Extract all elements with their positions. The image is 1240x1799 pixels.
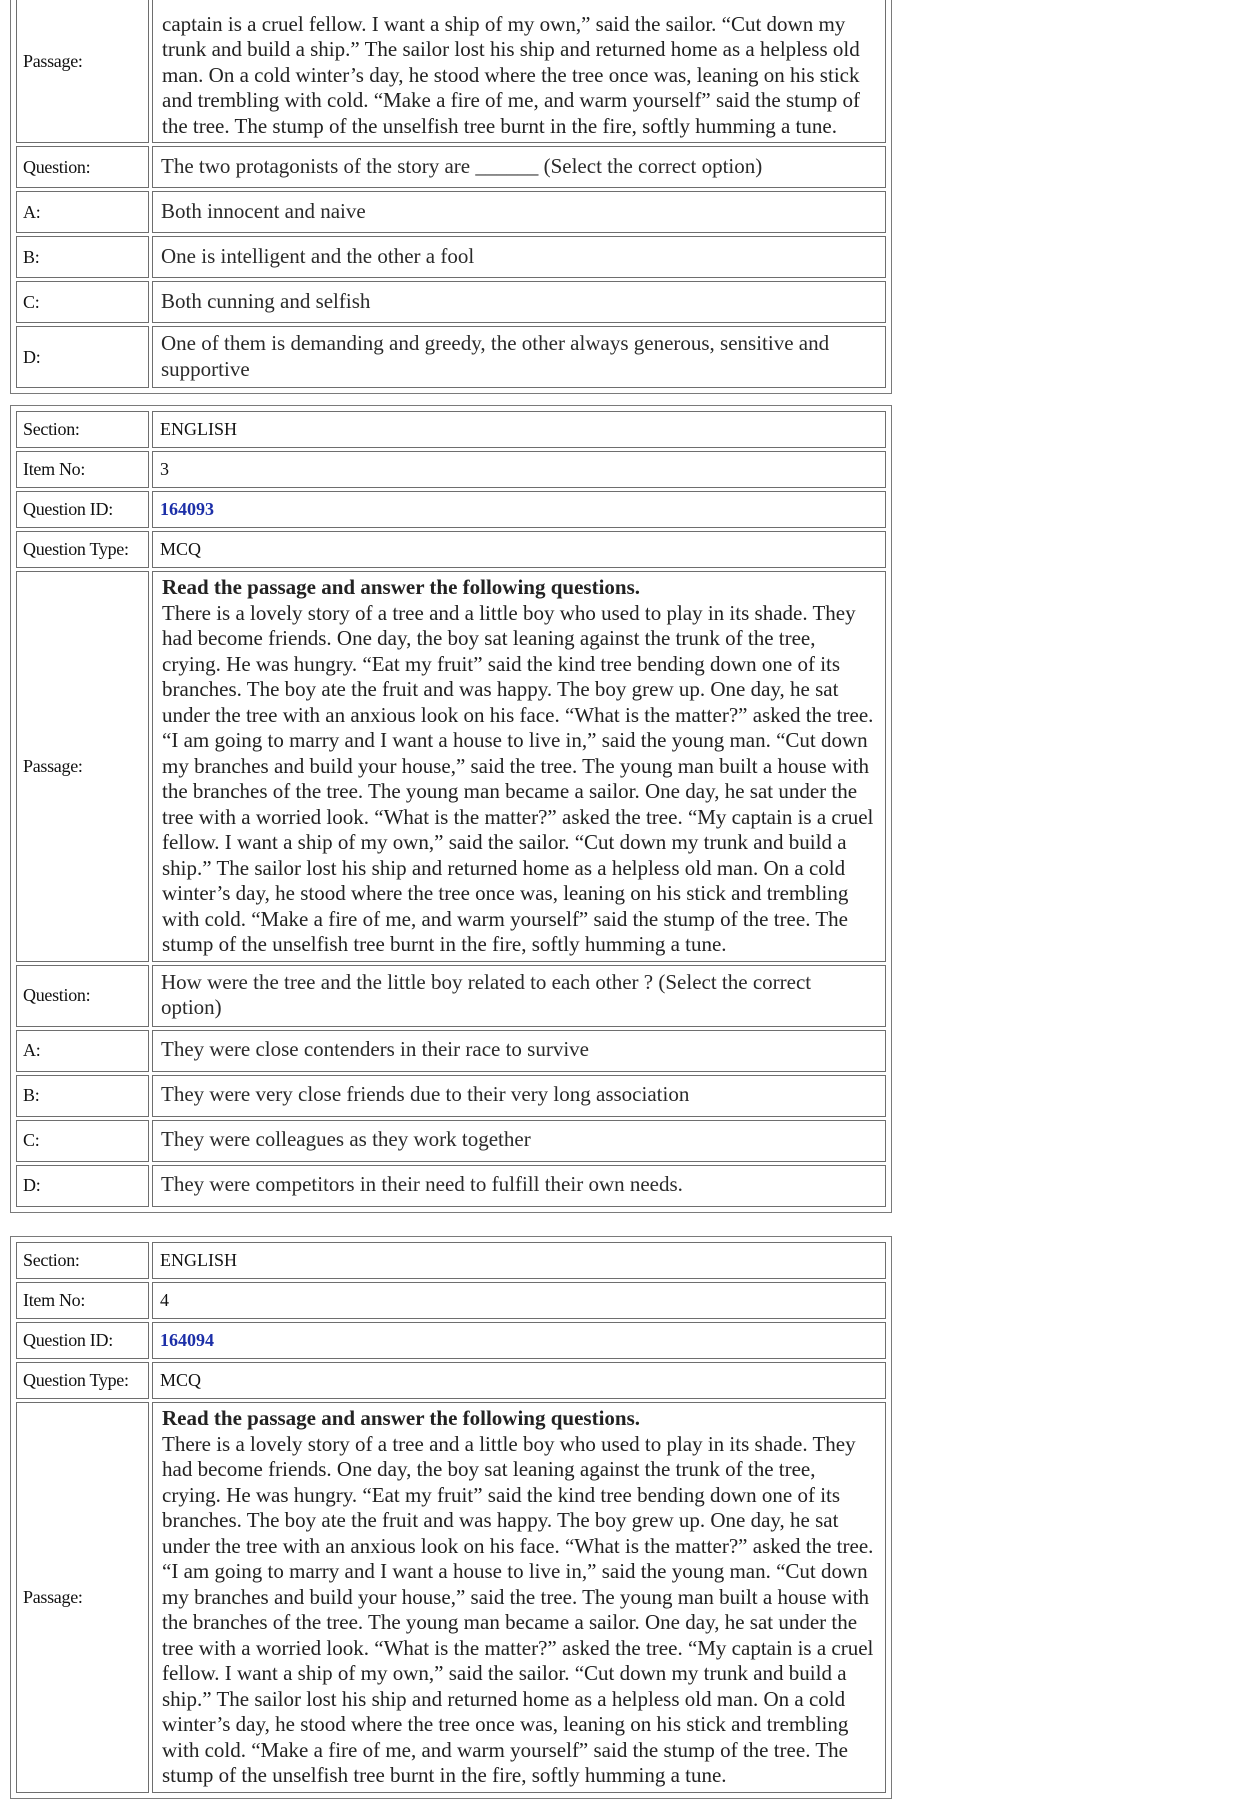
item-no-value: 3 [152,451,886,488]
question-label: Question: [16,146,149,188]
question-type-value: MCQ [152,1362,886,1399]
passage-text [152,1402,886,1793]
passage-text [152,571,886,962]
section-label: Section: [16,1242,149,1279]
question-id-label: Question ID: [16,491,149,528]
option-c-text: They were colleagues as they work together [152,1120,886,1162]
option-b-label: B: [16,1075,149,1117]
question-text: The two protagonists of the story are ______ (Select the correct option) [152,146,886,188]
question-table [13,408,889,1210]
passage-body: There is a lovely story of a tree and a little boy who used to play in its shade. They had become friends. One day, the boy sat leaning against the trunk of the tree, crying. He was hungry. “Eat my fruit” said the kind tree bending down one of its branches. The boy ate the fruit and was happy. The boy grew up. One day, he sat under the tree with an anxious look on his face. “What is the matter?” asked the tree. “I am going to marry and I want a house to live in,” said the young man. “Cut down my branches and build your house,” said the tree. The young man built a house with the branches of the tree. The young man became a sailor. One day, he sat under the tree with a worried look. “What is the matter?” asked the tree. “My captain is a cruel fellow. I want a ship of my own,” said the sailor. “Cut down my trunk and build a ship.” The sailor lost his ship and returned home as a helpless old man. On a cold winter’s day, he stood where the tree once was, leaning on his stick and trembling with cold. “Make a fire of me, and warm yourself” said the stump of the tree. The stump of the unselfish tree burnt in the fire, softly humming a tune. [162,1431,874,1787]
option-c-text: Both cunning and selfish [152,281,886,323]
question-block-2 [10,0,892,394]
question-table [13,1239,889,1796]
option-b-text: They were very close friends due to their very long association [152,1075,886,1117]
option-d-text: They were competitors in their need to fulfill their own needs. [152,1165,886,1207]
question-id-label: Question ID: [16,1322,149,1359]
item-no-label: Item No: [16,1282,149,1319]
passage-tail: captain is a cruel fellow. I want a ship of my own,” said the sailor. “Cut down my trunk and build a ship.” The sailor lost his ship and returned home as a helpless old man. On a cold winter’s day, he stood where the tree once was, leaning on his stick and trembling with cold. “Make a fire of me, and warm yourself” said the stump of the tree. The stump of the unselfish tree burnt in the fire, softly humming a tune. [162,11,861,138]
passage-label: Passage: [16,1402,149,1793]
option-a-label: A: [16,1030,149,1072]
question-id-value: 164093 [152,491,886,528]
question-id-value: 164094 [152,1322,886,1359]
question-type-label: Question Type: [16,1362,149,1399]
passage-body: There is a lovely story of a tree and a little boy who used to play in its shade. They had become friends. One day, the boy sat leaning against the trunk of the tree, crying. He was hungry. “Eat my fruit” said the kind tree bending down one of its branches. The boy ate the fruit and was happy. The boy grew up. One day, he sat under the tree with an anxious look on his face. “What is the matter?” asked the tree. “I am going to marry and I want a house to live in,” said the young man. “Cut down my branches and build your house,” said the tree. The young man built a house with the branches of the tree. The young man became a sailor. One day, he sat under the tree with a worried look. “What is the matter?” asked the tree. “My captain is a cruel fellow. I want a ship of my own,” said the sailor. “Cut down my trunk and build a ship.” The sailor lost his ship and returned home as a helpless old man. On a cold winter’s day, he stood where the tree once was, leaning on his stick and trembling with cold. “Make a fire of me, and warm yourself” said the stump of the tree. The stump of the unselfish tree burnt in the fire, softly humming a tune. [162,600,874,956]
option-d-label: D: [16,326,149,388]
question-text: How were the tree and the little boy related to each other ? (Select the correct option) [152,965,886,1027]
option-c-label: C: [16,281,149,323]
question-type-value: MCQ [152,531,886,568]
option-b-text: One is intelligent and the other a fool [152,236,886,278]
passage-title: Read the passage and answer the following questions. [162,575,641,599]
section-value: ENGLISH [152,411,886,448]
question-type-label: Question Type: [16,531,149,568]
passage-title: Read the passage and answer the following questions. [162,1406,641,1430]
question-table [13,0,889,391]
question-label: Question: [16,965,149,1027]
passage-text [152,0,886,143]
question-block-4 [10,1236,892,1799]
option-a-text: Both innocent and naive [152,191,886,233]
option-c-label: C: [16,1120,149,1162]
item-no-value: 4 [152,1282,886,1319]
option-d-text: One of them is demanding and greedy, the other always generous, sensitive and supportive [152,326,886,388]
section-value: ENGLISH [152,1242,886,1279]
section-label: Section: [16,411,149,448]
option-b-label: B: [16,236,149,278]
passage-label: Passage: [16,0,149,143]
option-a-label: A: [16,191,149,233]
question-block-3 [10,405,892,1213]
item-no-label: Item No: [16,451,149,488]
passage-label: Passage: [16,571,149,962]
option-a-text: They were close contenders in their race to survive [152,1030,886,1072]
option-d-label: D: [16,1165,149,1207]
